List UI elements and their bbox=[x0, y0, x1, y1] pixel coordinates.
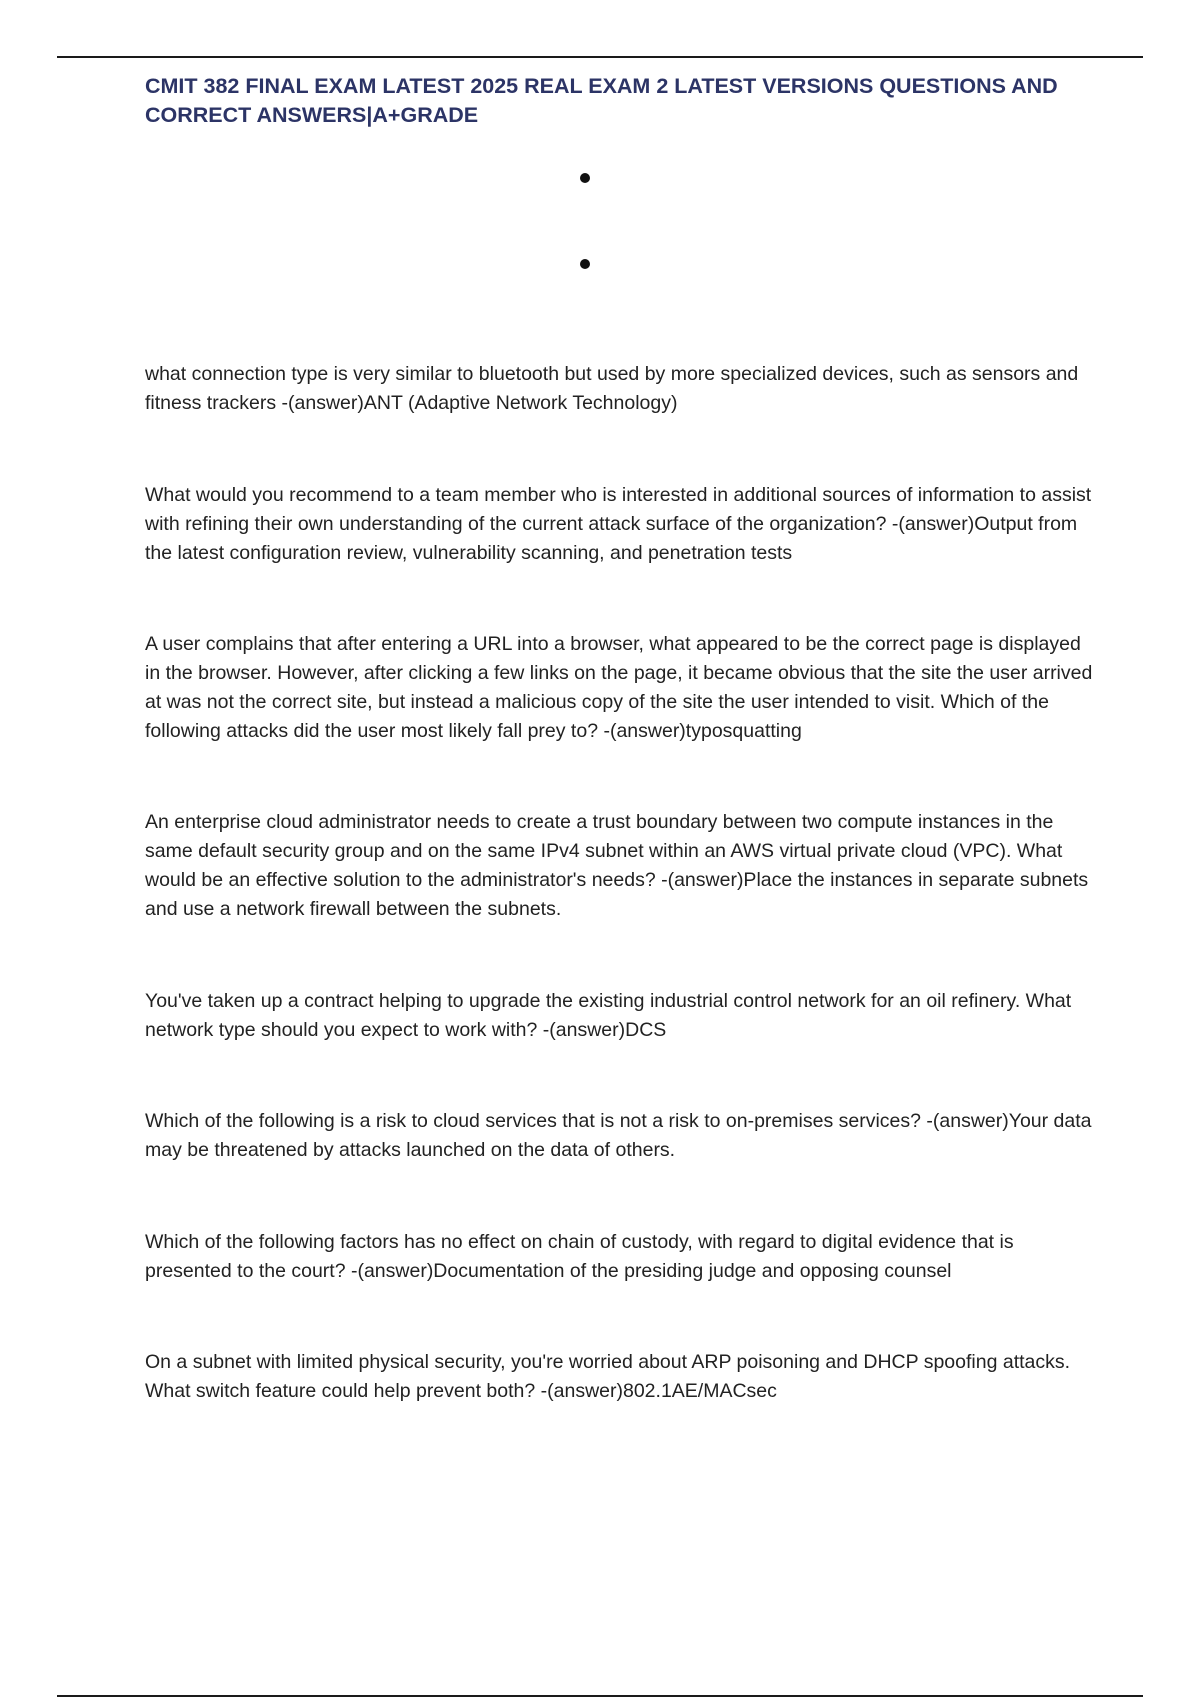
bullet-point bbox=[580, 259, 590, 269]
top-rule bbox=[57, 56, 1143, 58]
qa-item-4: An enterprise cloud administrator needs to create a trust boundary between two compute instances in the same default security group and on the same IPv4 subnet within an AWS virtual private cloud (VPC). What would be an effective solution to the administrator's needs? -(answer)Place the instances in separate subnets and use a network firewall between the subnets. bbox=[145, 811, 1089, 920]
qa-item-8: On a subnet with limited physical security, you're worried about ARP poisoning and DHCP spoofing attacks. What switch feature could help prevent both? -(answer)802.1AE/MACsec bbox=[145, 1351, 1071, 1402]
bullet-point bbox=[580, 173, 590, 183]
qa-item-1: what connection type is very similar to bluetooth but used by more specialized devices, such as sensors and fitness trackers -(answer)ANT (Adaptive Network Technology) bbox=[145, 363, 1079, 414]
qa-item-3: A user complains that after entering a URL into a browser, what appeared to be the correct page is displayed in the browser. However, after clicking a few links on the page, it became obvious that the site the user arrived at was not the correct site, but instead a malicious copy of the site the user intended to visit. Which of the following attacks did the user most likely fall prey to? -(answer)typosquatting bbox=[145, 633, 1093, 742]
qa-item-7: Which of the following factors has no effect on chain of custody, with regard to digital evidence that is presented to the court? -(answer)Documentation of the presiding judge and opposing counsel bbox=[145, 1231, 1014, 1282]
document-title: CMIT 382 FINAL EXAM LATEST 2025 REAL EXAM 2 LATEST VERSIONS QUESTIONS AND CORRECT ANSWERS|A+GRADE bbox=[145, 74, 1058, 127]
qa-item-5: You've taken up a contract helping to upgrade the existing industrial control network for an oil refinery. What network type should you expect to work with? -(answer)DCS bbox=[145, 990, 1072, 1041]
qa-item-6: Which of the following is a risk to cloud services that is not a risk to on-premises services? -(answer)Your data may be threatened by attacks launched on the data of others. bbox=[145, 1110, 1092, 1161]
bottom-rule bbox=[57, 1695, 1143, 1697]
qa-item-2: What would you recommend to a team member who is interested in additional sources of information to assist with refining their own understanding of the current attack surface of the organization? -(answer)Output from the latest configuration review, vulnerability scanning, and penetration tests bbox=[145, 484, 1092, 564]
